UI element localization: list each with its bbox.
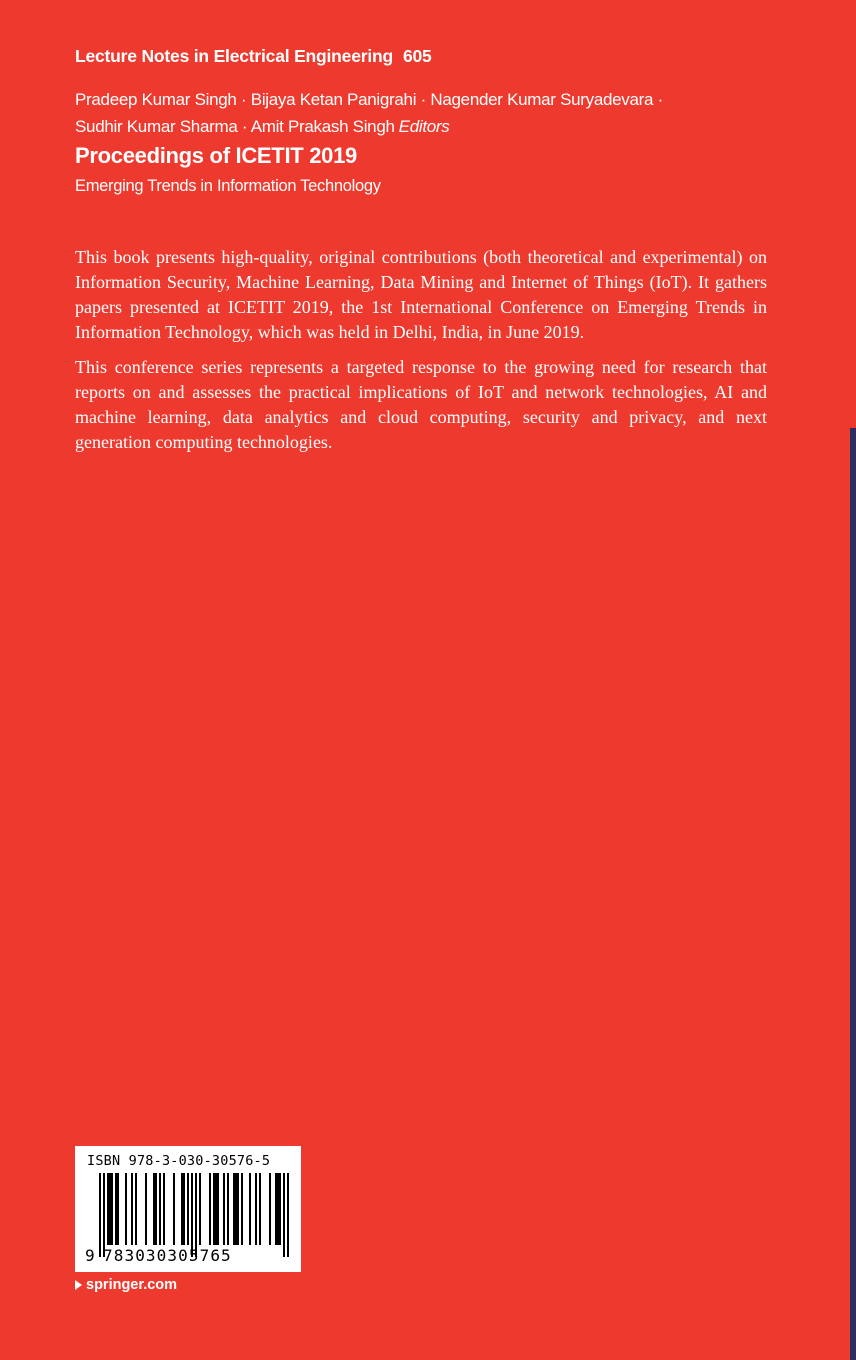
barcode-bar: [213, 1173, 215, 1245]
book-subtitle: Emerging Trends in Information Technology: [75, 177, 381, 195]
description-paragraph-2: This conference series represents a targeted response to the growing need for research that reports on and assesses the practical implications of IoT and network technologies, AI and machine learning, data analytics and cloud computing, security and privacy, and next generation computing technologies.: [75, 357, 767, 452]
barcode-bar: [255, 1173, 257, 1245]
barcode-bar: [199, 1173, 201, 1245]
isbn-label: ISBN 978-3-030-30576-5: [87, 1153, 271, 1169]
barcode-bar: [235, 1173, 237, 1245]
barcode-bar: [183, 1173, 185, 1245]
barcode-bar: [99, 1173, 101, 1257]
barcode-bar: [287, 1173, 289, 1257]
barcode-remaining-digits: 783030305765: [103, 1246, 232, 1265]
barcode-bar: [125, 1173, 127, 1245]
description: [75, 245, 767, 465]
barcode-bar: [279, 1173, 281, 1245]
barcode-bar: [237, 1173, 239, 1245]
barcode-bar: [155, 1173, 157, 1245]
barcode-bar: [241, 1173, 243, 1245]
barcode-bar: [103, 1173, 105, 1257]
series-volume: 605: [402, 46, 432, 66]
editors-block: [75, 86, 775, 140]
barcode-bar: [227, 1173, 229, 1245]
publisher-website[interactable]: [75, 1277, 177, 1293]
book-title: Proceedings of ICETIT 2019: [75, 143, 357, 168]
barcode-bar: [115, 1173, 117, 1245]
barcode-bar: [249, 1173, 251, 1245]
barcode-bar: [191, 1173, 193, 1257]
barcode-bar: [107, 1173, 109, 1245]
barcode-bar: [283, 1173, 285, 1257]
spine-edge: [850, 428, 856, 1360]
barcode-bar: [173, 1173, 175, 1245]
barcode-bar: [277, 1173, 279, 1245]
description-paragraph-1: This book presents high-quality, original contributions (both theoretical and experimental) on Information Security, Machine Learning, Data Mining and Internet of Things (IoT). It gathers papers presented at ICETIT 2019, the 1st International Conference on Emerging Trends in Information Technology, which was held in Delhi, India, in June 2019.: [75, 247, 767, 342]
barcode-bar: [187, 1173, 189, 1245]
series-name: Lecture Notes in Electrical Engineering: [75, 46, 393, 66]
barcode-bar: [117, 1173, 119, 1245]
barcode-bar: [181, 1173, 183, 1245]
barcode-bar: [275, 1173, 277, 1245]
barcode-panel: [75, 1146, 301, 1272]
barcode-bar: [215, 1173, 217, 1245]
barcode-bar: [109, 1173, 111, 1245]
barcode-bar: [209, 1173, 211, 1245]
editors-line-2: [75, 113, 775, 140]
barcode-bar: [153, 1173, 155, 1245]
barcode-bar: [145, 1173, 147, 1245]
barcode-bar: [159, 1173, 161, 1245]
barcode-first-digit: 9: [85, 1246, 95, 1265]
editors-names: Sudhir Kumar Sharma · Amit Prakash Singh: [75, 117, 395, 136]
barcode-bar: [217, 1173, 219, 1245]
barcode-bar: [195, 1173, 197, 1257]
arrow-right-icon: [75, 1280, 82, 1290]
barcode-bar: [111, 1173, 113, 1245]
barcode-bar: [269, 1173, 271, 1245]
barcode-bar: [259, 1173, 261, 1245]
editors-role: Editors: [398, 117, 450, 136]
barcode-bar: [233, 1173, 235, 1245]
barcode-bar: [223, 1173, 225, 1245]
barcode-bar: [135, 1173, 137, 1245]
barcode-bar: [163, 1173, 165, 1245]
barcode-bar: [131, 1173, 133, 1245]
series-heading: [75, 46, 432, 67]
publisher-website-text: springer.com: [86, 1277, 178, 1293]
editors-line-1: Pradeep Kumar Singh · Bijaya Ketan Panigrahi · Nagender Kumar Suryadevara ·: [75, 90, 663, 109]
